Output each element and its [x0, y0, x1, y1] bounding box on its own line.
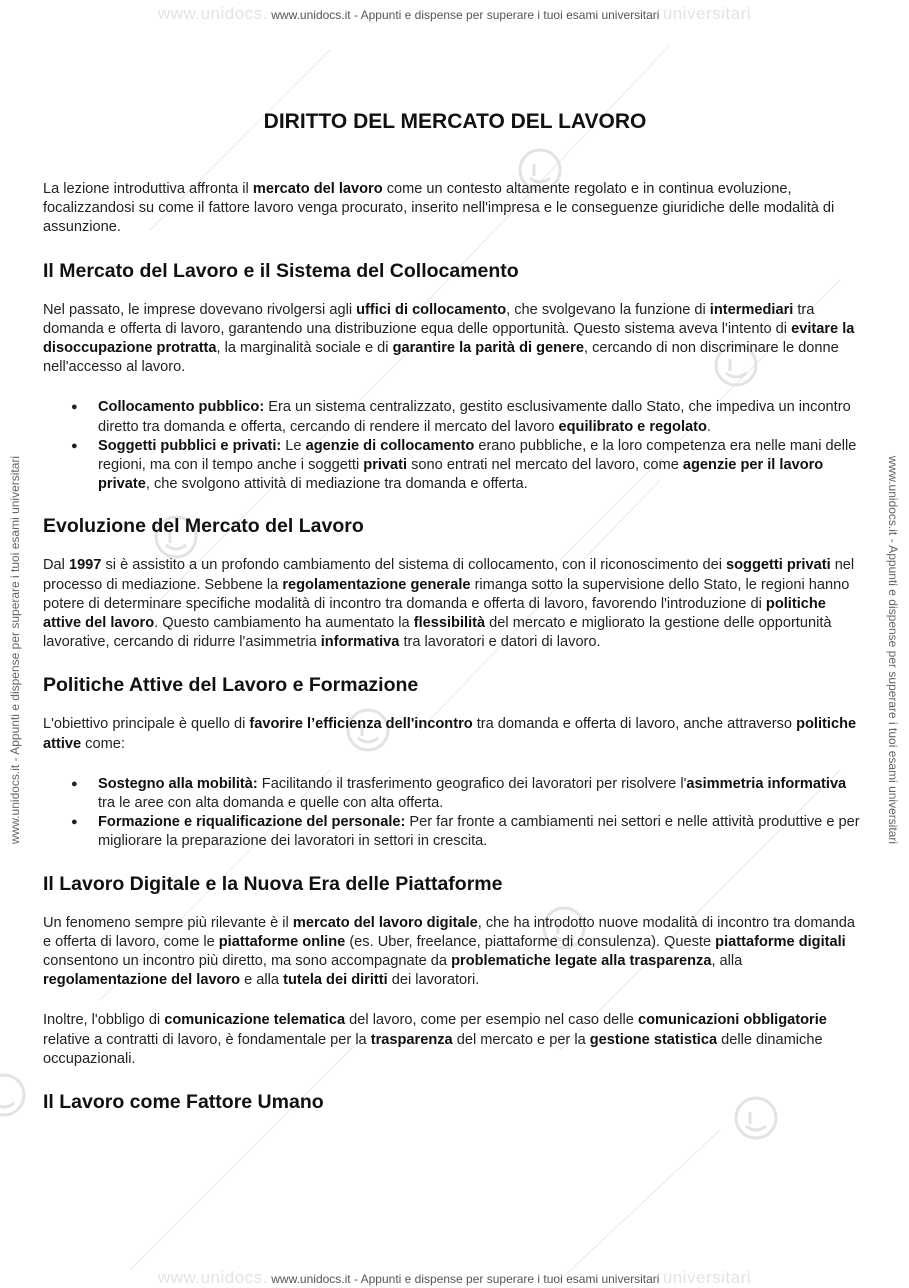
paragraph [43, 1011, 867, 1069]
bold-term: piattaforme online [218, 933, 346, 950]
paragraph [43, 556, 867, 652]
bold-term: Sostegno alla mobilità: [98, 775, 258, 792]
text: Un fenomeno sempre più rilevante è il [43, 914, 293, 931]
text: dei lavoratori. [387, 972, 480, 989]
bold-term: comunicazioni obbligatorie [637, 1012, 827, 1029]
text: rimanga sotto la supervisione dello Stato, le regioni hanno potere di determinare specifiche modalità di incontro tra domanda e offerta di lavoro, favorendo l'introduzione di [43, 576, 850, 612]
bullet-list [43, 398, 867, 494]
bold-term: piattaforme digitali [715, 933, 846, 950]
list-item [98, 775, 867, 813]
footer-watermark-text: www.unidocs.it - Appunti e dispense per superare i tuoi esami universitari [271, 1272, 660, 1286]
bold-term: regolamentazione del lavoro [43, 972, 241, 989]
text: Per far fronte a cambiamenti nei settori e nelle attività produttive e per migliorare la preparazione dei lavoratori in settori in crescita. [98, 814, 860, 850]
text: sono entrati nel mercato del lavoro, come [407, 457, 683, 474]
ghost-watermark-right: universitari [662, 4, 752, 23]
bold-term: uffici di collocamento [356, 301, 507, 318]
bold-term: asimmetria informativa [686, 775, 847, 792]
text: , alla [711, 953, 743, 970]
left-side-watermark: www.unidocs.it - Appunti e dispense per superare i tuoi esami universitari [8, 455, 22, 845]
bold-term: regolamentazione generale [282, 576, 471, 593]
text: relative a contratti di lavoro, è fondamentale per la [43, 1031, 371, 1048]
text: Dal [43, 557, 69, 574]
paragraph [43, 914, 867, 991]
text: . Questo cambiamento ha aumentato la [154, 615, 414, 632]
intro-paragraph [43, 180, 867, 238]
text: del mercato e migliorato la gestione delle opportunità lavorative, cercando di ridurre l'asimmetria [43, 615, 832, 651]
bold-term: equilibrato e regolato [558, 418, 707, 435]
text: del mercato e per la [452, 1031, 590, 1048]
text: La lezione introduttiva affronta il [43, 181, 253, 197]
document-body [43, 180, 867, 1132]
bold-term: comunicazione telematica [164, 1012, 346, 1029]
text: si è assistito a un profondo cambiamento del sistema di collocamento, con il riconoscimento dei [101, 557, 727, 574]
text: Era un sistema centralizzato, gestito esclusivamente dallo Stato, che impediva un incontro diretto tra domanda e offerta, cercando di rendere il mercato del lavoro [98, 399, 851, 435]
bold-term: Formazione e riqualificazione del personale: [98, 814, 406, 831]
bold-term: favorire l’efficienza dell'incontro [249, 716, 473, 733]
section-heading: Il Lavoro Digitale e la Nuova Era delle Piattaforme [43, 872, 503, 895]
bold-term: Soggetti pubblici e privati: [98, 437, 282, 454]
header-watermark [0, 4, 909, 24]
list-item [98, 398, 867, 436]
section-heading: Il Mercato del Lavoro e il Sistema del Collocamento [43, 259, 519, 282]
bold-term: politiche attive del lavoro [43, 595, 826, 632]
bullet-list [43, 775, 867, 852]
text: tra domanda e offerta di lavoro, anche attraverso [472, 716, 797, 733]
text: (es. Uber, freelance, piattaforme di consulenza). Queste [345, 933, 716, 950]
text: consentono un incontro più diretto, ma sono accompagnate da [43, 953, 452, 970]
right-side-watermark: www.unidocs.it - Appunti e dispense per superare i tuoi esami universitari [886, 455, 900, 845]
text: , che ha introdotto nuove modalità di incontro tra domanda e offerta di lavoro, come le [43, 914, 856, 950]
header-watermark-text: www.unidocs.it - Appunti e dispense per superare i tuoi esami universitari [271, 8, 660, 22]
list-item [98, 437, 867, 495]
text: del lavoro, come per esempio nel caso delle [345, 1012, 638, 1029]
section-heading: Evoluzione del Mercato del Lavoro [43, 515, 364, 538]
bold-term: 1997 [68, 557, 102, 574]
text: come: [81, 735, 125, 752]
section-heading: Il Lavoro come Fattore Umano [43, 1091, 324, 1114]
bold-term: flessibilità [413, 615, 486, 632]
bold-term: mercato del lavoro digitale [292, 914, 478, 931]
bold-term: agenzie di collocamento [305, 437, 475, 454]
bold-term: soggetti privati [726, 557, 831, 574]
text: come un contesto altamente regolato e in continua evoluzione, focalizzandosi su come il fattore lavoro venga procurato, inserito nell'impresa e le conseguenze giuridiche delle modalità di assunzione. [43, 181, 835, 236]
bold-term: tutela dei diritti [283, 972, 388, 989]
text: , la marginalità sociale e di [216, 340, 393, 357]
text: Nel passato, le imprese dovevano rivolgersi agli [43, 301, 357, 318]
text: delle dinamiche occupazionali. [43, 1031, 823, 1067]
bold-term: evitare la disoccupazione protratta [43, 320, 855, 357]
bold-term: privati [363, 457, 408, 474]
paragraph [43, 715, 867, 753]
bold-term: garantire la parità di genere [392, 340, 584, 357]
text: , che svolgevano la funzione di [506, 301, 710, 318]
ghost-watermark-left: www.unidocs. [157, 4, 268, 23]
text: tra domanda e offerta di lavoro, garantendo una distribuzione equa delle opportunità. Questo sistema aveva l'intento di [43, 301, 815, 337]
footer-watermark [0, 1268, 909, 1288]
text: tra le aree con alta domanda e quelle con alta offerta. [98, 795, 444, 812]
bold-term: informativa [320, 634, 400, 651]
bold-term: trasparenza [370, 1031, 453, 1048]
text: , che svolgono attività di mediazione tra domanda e offerta. [145, 476, 528, 493]
bold-term: agenzie per il lavoro private [98, 457, 824, 493]
bold-term: intermediari [709, 301, 794, 318]
text: erano pubbliche, e la loro competenza era nelle mani delle regioni, ma con il tempo anche i soggetti [98, 437, 857, 474]
text: nel processo di mediazione. Sebbene la [43, 557, 855, 593]
text: Le [281, 437, 306, 454]
paragraph [43, 301, 867, 378]
ghost-watermark-left: www.unidocs. [157, 1268, 268, 1287]
text: , cercando di non discriminare le donne nell'accesso al lavoro. [43, 340, 839, 376]
ghost-watermark-right: universitari [662, 1268, 752, 1287]
document-title: DIRITTO DEL MERCATO DEL LAVORO [263, 110, 647, 133]
section-heading: Politiche Attive del Lavoro e Formazione [43, 674, 419, 697]
text: L'obiettivo principale è quello di [43, 716, 250, 733]
bold-term: Collocamento pubblico: [98, 399, 265, 416]
list-item [98, 813, 867, 851]
bold-term: politiche attive [43, 716, 857, 752]
text: . [706, 418, 711, 435]
bold-term: mercato del lavoro [252, 181, 383, 197]
text: e alla [240, 972, 284, 989]
text: tra lavoratori e datori di lavoro. [399, 634, 601, 651]
text: Facilitando il trasferimento geografico dei lavoratori per risolvere l' [257, 775, 687, 792]
bold-term: problematiche legate alla trasparenza [451, 953, 712, 970]
bold-term: gestione statistica [589, 1031, 718, 1048]
text: Inoltre, l'obbligo di [43, 1012, 165, 1029]
